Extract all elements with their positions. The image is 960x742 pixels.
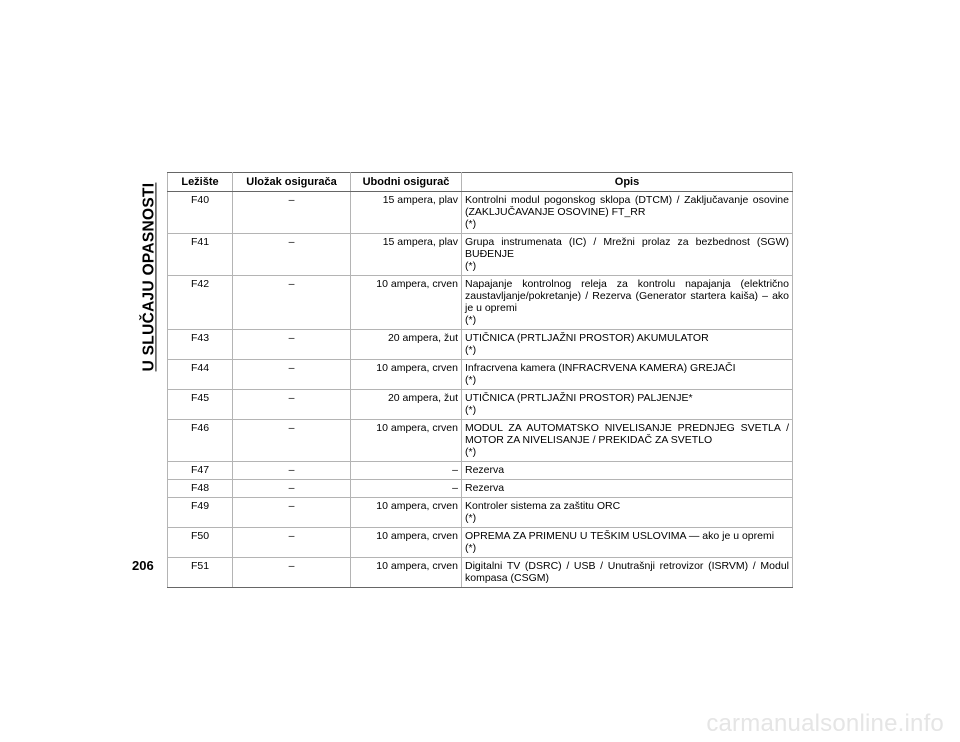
- description-text: UTIČNICA (PRTLJAŽNI PROSTOR) PALJENJE*: [465, 392, 693, 404]
- cartridge-fuse: –: [233, 276, 351, 330]
- description-text: MODUL ZA AUTOMATSKO NIVELISANJE PREDNJEG SVETLA / MOTOR ZA NIVELISANJE / PREKIDAČ ZA SVETLO: [465, 422, 789, 446]
- table-row: [168, 498, 793, 528]
- fuse-location: F48: [168, 480, 233, 498]
- description-note: (*): [465, 314, 477, 326]
- cartridge-fuse: –: [233, 480, 351, 498]
- description-note: (*): [465, 374, 477, 386]
- cartridge-fuse: –: [233, 192, 351, 234]
- table-row: [168, 420, 793, 462]
- fuse-table-body: [168, 192, 793, 588]
- fuse-table: [167, 172, 793, 588]
- table-row: [168, 480, 793, 498]
- watermark: carmanualsonline.info: [706, 710, 944, 737]
- table-row: [168, 330, 793, 360]
- cartridge-fuse: –: [233, 420, 351, 462]
- fuse-description: [462, 558, 793, 588]
- blade-fuse: 10 ampera, crven: [351, 360, 462, 390]
- blade-fuse: 20 ampera, žut: [351, 390, 462, 420]
- fuse-location: F45: [168, 390, 233, 420]
- description-text: Grupa instrumenata (IC) / Mrežni prolaz za bezbednost (SGW) BUĐENJE: [465, 236, 789, 260]
- table-row: [168, 558, 793, 588]
- fuse-location: F46: [168, 420, 233, 462]
- blade-fuse: 10 ampera, crven: [351, 528, 462, 558]
- cartridge-fuse: –: [233, 390, 351, 420]
- cartridge-fuse: –: [233, 558, 351, 588]
- section-title: U SLUČAJU OPASNOSTI: [140, 182, 158, 372]
- cartridge-fuse: –: [233, 462, 351, 480]
- blade-fuse: –: [351, 480, 462, 498]
- description-text: Kontroler sistema za zaštitu ORC: [465, 500, 621, 512]
- table-row: [168, 360, 793, 390]
- cartridge-fuse: –: [233, 528, 351, 558]
- blade-fuse: 15 ampera, plav: [351, 192, 462, 234]
- page-number: 206: [132, 558, 154, 573]
- fuse-description: [462, 390, 793, 420]
- cartridge-fuse: –: [233, 234, 351, 276]
- blade-fuse: 10 ampera, crven: [351, 498, 462, 528]
- description-text: Kontrolni modul pogonskog sklopa (DTCM) / Zaključavanje osovine (ZAKLJUČAVANJE OSOVINE) FT_RR: [465, 194, 789, 218]
- fuse-location: F43: [168, 330, 233, 360]
- blade-fuse: 15 ampera, plav: [351, 234, 462, 276]
- fuse-description: [462, 330, 793, 360]
- description-note: (*): [465, 218, 477, 230]
- header-blade-fuse: Ubodni osigurač: [351, 173, 462, 192]
- description-text: Napajanje kontrolnog releja za kontrolu napajanja (električno zaustavljanje/pokretanje) / Rezerva (Generator startera kaiša) – ako je u opremi: [465, 278, 789, 314]
- fuse-location: F41: [168, 234, 233, 276]
- description-text: OPREMA ZA PRIMENU U TEŠKIM USLOVIMA — ako je u opremi: [465, 530, 775, 542]
- fuse-description: [462, 234, 793, 276]
- fuse-description: [462, 192, 793, 234]
- table-row: [168, 462, 793, 480]
- fuse-description: [462, 276, 793, 330]
- fuse-description: [462, 480, 793, 498]
- fuse-location: F40: [168, 192, 233, 234]
- cartridge-fuse: –: [233, 360, 351, 390]
- table-row: [168, 390, 793, 420]
- fuse-location: F42: [168, 276, 233, 330]
- description-text: Digitalni TV (DSRC) / USB / Unutrašnji retrovizor (ISRVM) / Modul kompasa (CSGM): [465, 560, 789, 584]
- fuse-location: F47: [168, 462, 233, 480]
- blade-fuse: 10 ampera, crven: [351, 276, 462, 330]
- fuse-location: F50: [168, 528, 233, 558]
- blade-fuse: 20 ampera, žut: [351, 330, 462, 360]
- description-note: (*): [465, 404, 477, 416]
- fuse-location: F49: [168, 498, 233, 528]
- table-row: [168, 528, 793, 558]
- table-row: [168, 234, 793, 276]
- blade-fuse: 10 ampera, crven: [351, 558, 462, 588]
- description-text: UTIČNICA (PRTLJAŽNI PROSTOR) AKUMULATOR: [465, 332, 709, 344]
- table-row: [168, 276, 793, 330]
- fuse-description: [462, 360, 793, 390]
- table-row: [168, 192, 793, 234]
- description-text: Rezerva: [465, 482, 505, 494]
- table-header-row: [168, 173, 793, 192]
- description-text: Rezerva: [465, 464, 505, 476]
- fuse-location: F44: [168, 360, 233, 390]
- description-note: (*): [465, 542, 477, 554]
- header-location: Ležište: [168, 173, 233, 192]
- blade-fuse: 10 ampera, crven: [351, 420, 462, 462]
- description-note: (*): [465, 512, 477, 524]
- cartridge-fuse: –: [233, 498, 351, 528]
- blade-fuse: –: [351, 462, 462, 480]
- fuse-description: [462, 528, 793, 558]
- fuse-location: F51: [168, 558, 233, 588]
- fuse-description: [462, 420, 793, 462]
- description-note: (*): [465, 446, 477, 458]
- fuse-description: [462, 462, 793, 480]
- header-description: Opis: [462, 173, 793, 192]
- header-cartridge-fuse: Uložak osigurača: [233, 173, 351, 192]
- fuse-description: [462, 498, 793, 528]
- description-note: (*): [465, 344, 477, 356]
- description-note: (*): [465, 260, 477, 272]
- description-text: Infracrvena kamera (INFRACRVENA KAMERA) GREJAČI: [465, 362, 736, 374]
- cartridge-fuse: –: [233, 330, 351, 360]
